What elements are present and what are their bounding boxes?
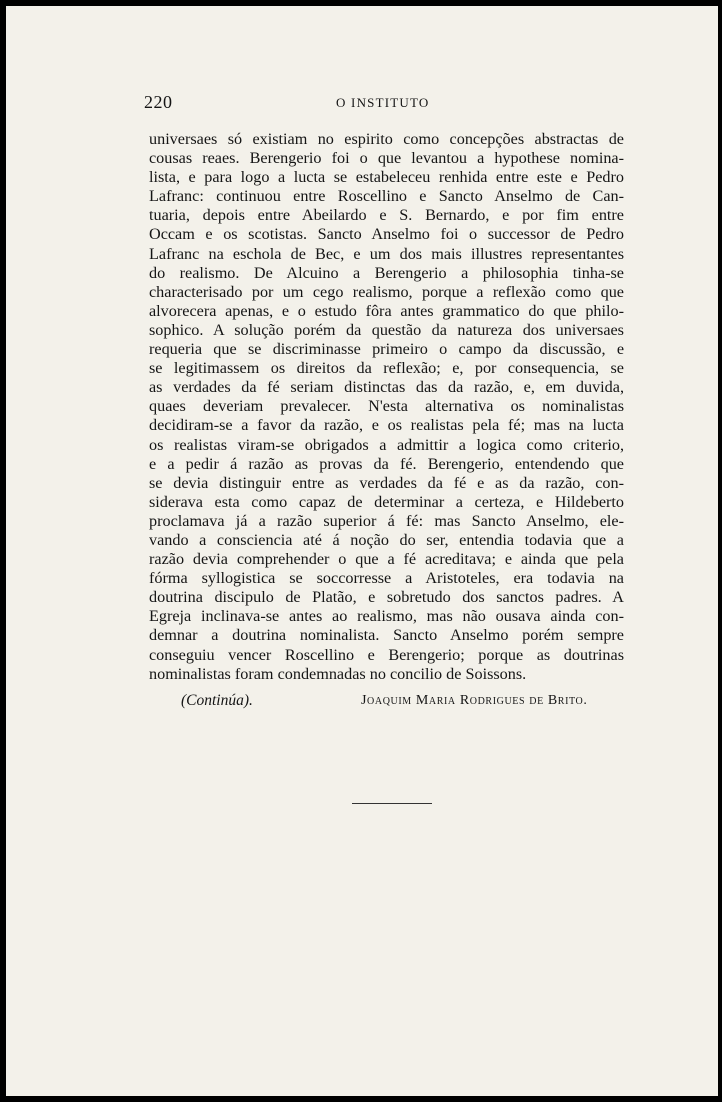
text-line: siderava esta como capaz de determinar a certeza, e Hildeberto xyxy=(149,492,624,511)
text-line: tuaria, depois entre Abeilardo e S. Bernardo, e por fim entre xyxy=(149,206,624,225)
text-line: Lafranc na eschola de Bec, e um dos mais illustres representantes xyxy=(149,244,624,263)
text-line: characterisado por um cego realismo, porque a reflexão como que xyxy=(149,282,624,301)
text-line: alvorecera apenas, e o estudo fôra antes grammatico do que philo- xyxy=(149,301,624,320)
text-line: Lafranc: continuou entre Roscellino e Sancto Anselmo de Can- xyxy=(149,187,624,206)
signature-line xyxy=(181,692,621,714)
continuation-note: (Continúa). xyxy=(181,692,253,709)
text-line: razão devia comprehender o que a fé acreditava; e ainda que pela xyxy=(149,550,624,569)
text-line: as verdades da fé seriam distinctas das da razão, e, em duvida, xyxy=(149,378,624,397)
running-head xyxy=(144,92,624,114)
text-line: e a pedir á razão as provas da fé. Berengerio, entendendo que xyxy=(149,454,624,473)
end-rule xyxy=(352,803,432,804)
journal-title: O INSTITUTO xyxy=(336,95,430,110)
text-line: decidiram-se a favor da razão, e os realistas pela fé; mas na lucta xyxy=(149,416,624,435)
text-line: nominalistas foram condemnadas no concilio de Soissons. xyxy=(149,664,527,683)
text-line: se devia distinguir entre as verdades da fé e as da razão, con- xyxy=(149,473,624,492)
text-line: requeria que se discriminasse primeiro o campo da discussão, e xyxy=(149,340,624,359)
text-line: vando a consciencia até á noção do ser, entendia todavia que a xyxy=(149,530,624,549)
document-page xyxy=(6,6,718,1096)
text-line: cousas reaes. Berengerio foi o que levantou a hypothese nomina- xyxy=(149,149,624,168)
page-number: 220 xyxy=(144,92,173,112)
text-line: se legitimassem os direitos da reflexão; e, por consequencia, se xyxy=(149,359,624,378)
text-line: proclamava já a razão superior á fé: mas Sancto Anselmo, ele- xyxy=(149,511,624,530)
text-line: demnar a doutrina nominalista. Sancto Anselmo porém sempre xyxy=(149,626,624,645)
body-paragraph xyxy=(149,130,624,684)
text-line: sophico. A solução porém da questão da natureza dos universaes xyxy=(149,320,624,339)
text-line: quaes deveriam prevalecer. N'esta alternativa os nominalistas xyxy=(149,397,624,416)
author-signature: Joaquim Maria Rodrigues de Brito. xyxy=(361,693,588,708)
text-line: lista, e para logo a lucta se estabeleceu renhida entre este e Pedro xyxy=(149,168,624,187)
text-line: fórma syllogistica se soccorresse a Aristoteles, era todavia na xyxy=(149,569,624,588)
text-line: conseguiu vencer Roscellino e Berengerio; porque as doutrinas xyxy=(149,645,624,664)
text-line: doutrina discipulo de Platão, e sobretudo dos sanctos padres. A xyxy=(149,588,624,607)
text-line: Egreja inclinava-se antes ao realismo, mas não ousava ainda con- xyxy=(149,607,624,626)
text-line: Occam e os scotistas. Sancto Anselmo foi o successor de Pedro xyxy=(149,225,624,244)
text-line: os realistas viram-se obrigados a admittir a logica como criterio, xyxy=(149,435,624,454)
text-line: universaes só existiam no espirito como concepções abstractas de xyxy=(149,130,624,148)
text-line: do realismo. De Alcuino a Berengerio a philosophia tinha-se xyxy=(149,263,624,282)
